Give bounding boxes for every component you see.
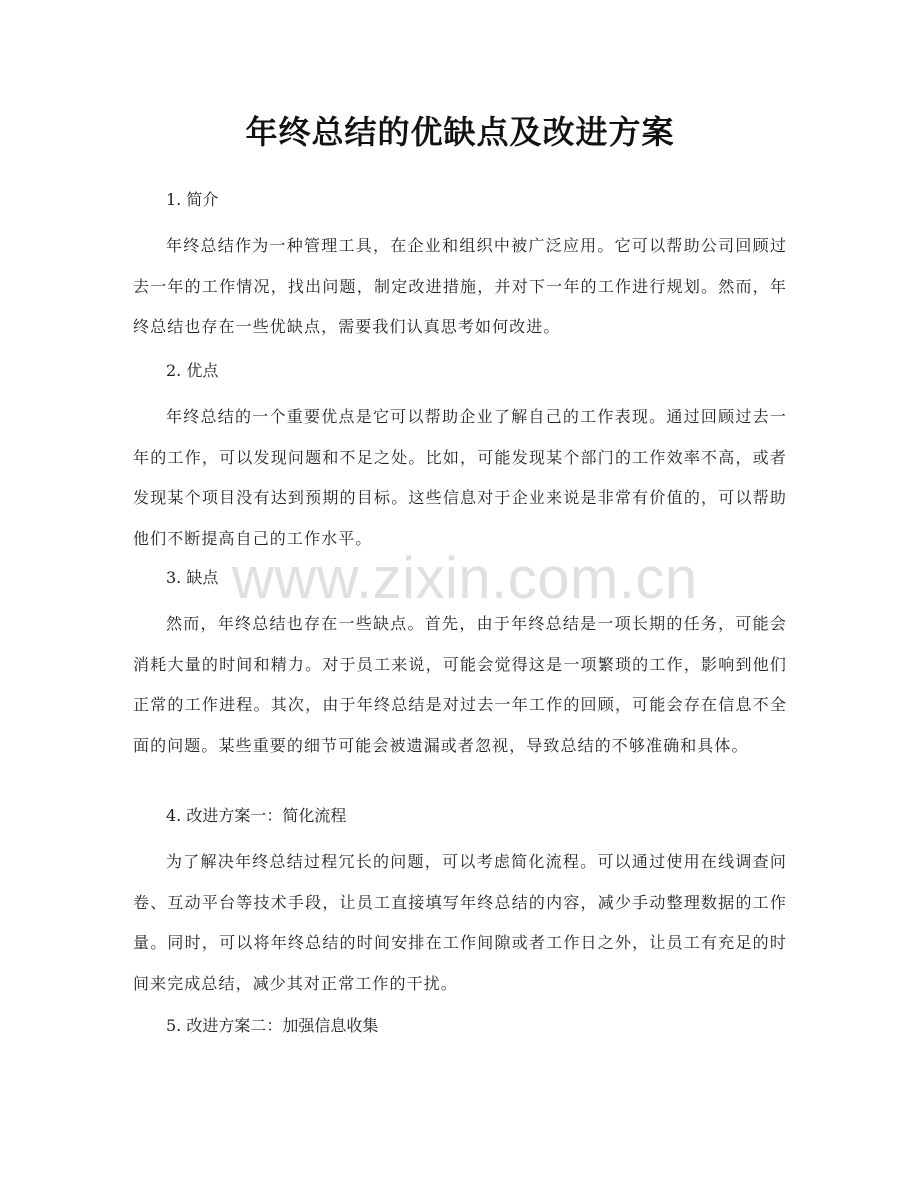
- section-heading-intro: 1. 简介: [166, 190, 219, 209]
- document-title: 年终总结的优缺点及改进方案: [245, 113, 675, 151]
- section-heading-disadvantages: 3. 缺点: [166, 568, 219, 587]
- section-paragraph-improvement-1: 为了解决年终总结过程冗长的问题，可以考虑简化流程。可以通过使用在线调查问卷、互动平台等技术手段，让员工直接填写年终总结的内容，减少手动整理数据的工作量。同时，可以将年终总结的时间安排在工作间隙或者工作日之外，让员工有充足的时间来完成总结，减少其对正常工作的干扰。: [133, 852, 787, 993]
- watermark: www.zixin.com.cn: [232, 546, 698, 611]
- section-paragraph-disadvantages: 然而，年终总结也存在一些缺点。首先，由于年终总结是一项长期的任务，可能会消耗大量的时间和精力。对于员工来说，可能会觉得这是一项繁琐的工作，影响到他们正常的工作进程。其次，由于年终总结是对过去一年工作的回顾，可能会存在信息不全面的问题。某些重要的细节可能会被遗漏或者忽视，导致总结的不够准确和具体。: [133, 614, 787, 755]
- section-heading-improvement-1: 4. 改进方案一：简化流程: [166, 806, 347, 825]
- section-heading-advantages: 2. 优点: [166, 361, 219, 380]
- section-paragraph-intro: 年终总结作为一种管理工具，在企业和组织中被广泛应用。它可以帮助公司回顾过去一年的工作情况，找出问题，制定改进措施，并对下一年的工作进行规划。然而，年终总结也存在一些优缺点，需要我们认真思考如何改进。: [133, 236, 787, 336]
- section-heading-improvement-2: 5. 改进方案二：加强信息收集: [166, 1016, 379, 1035]
- section-paragraph-advantages: 年终总结的一个重要优点是它可以帮助企业了解自己的工作表现。通过回顾过去一年的工作，可以发现问题和不足之处。比如，可能发现某个部门的工作效率不高，或者发现某个项目没有达到预期的目标。这些信息对于企业来说是非常有价值的，可以帮助他们不断提高自己的工作水平。: [133, 407, 787, 548]
